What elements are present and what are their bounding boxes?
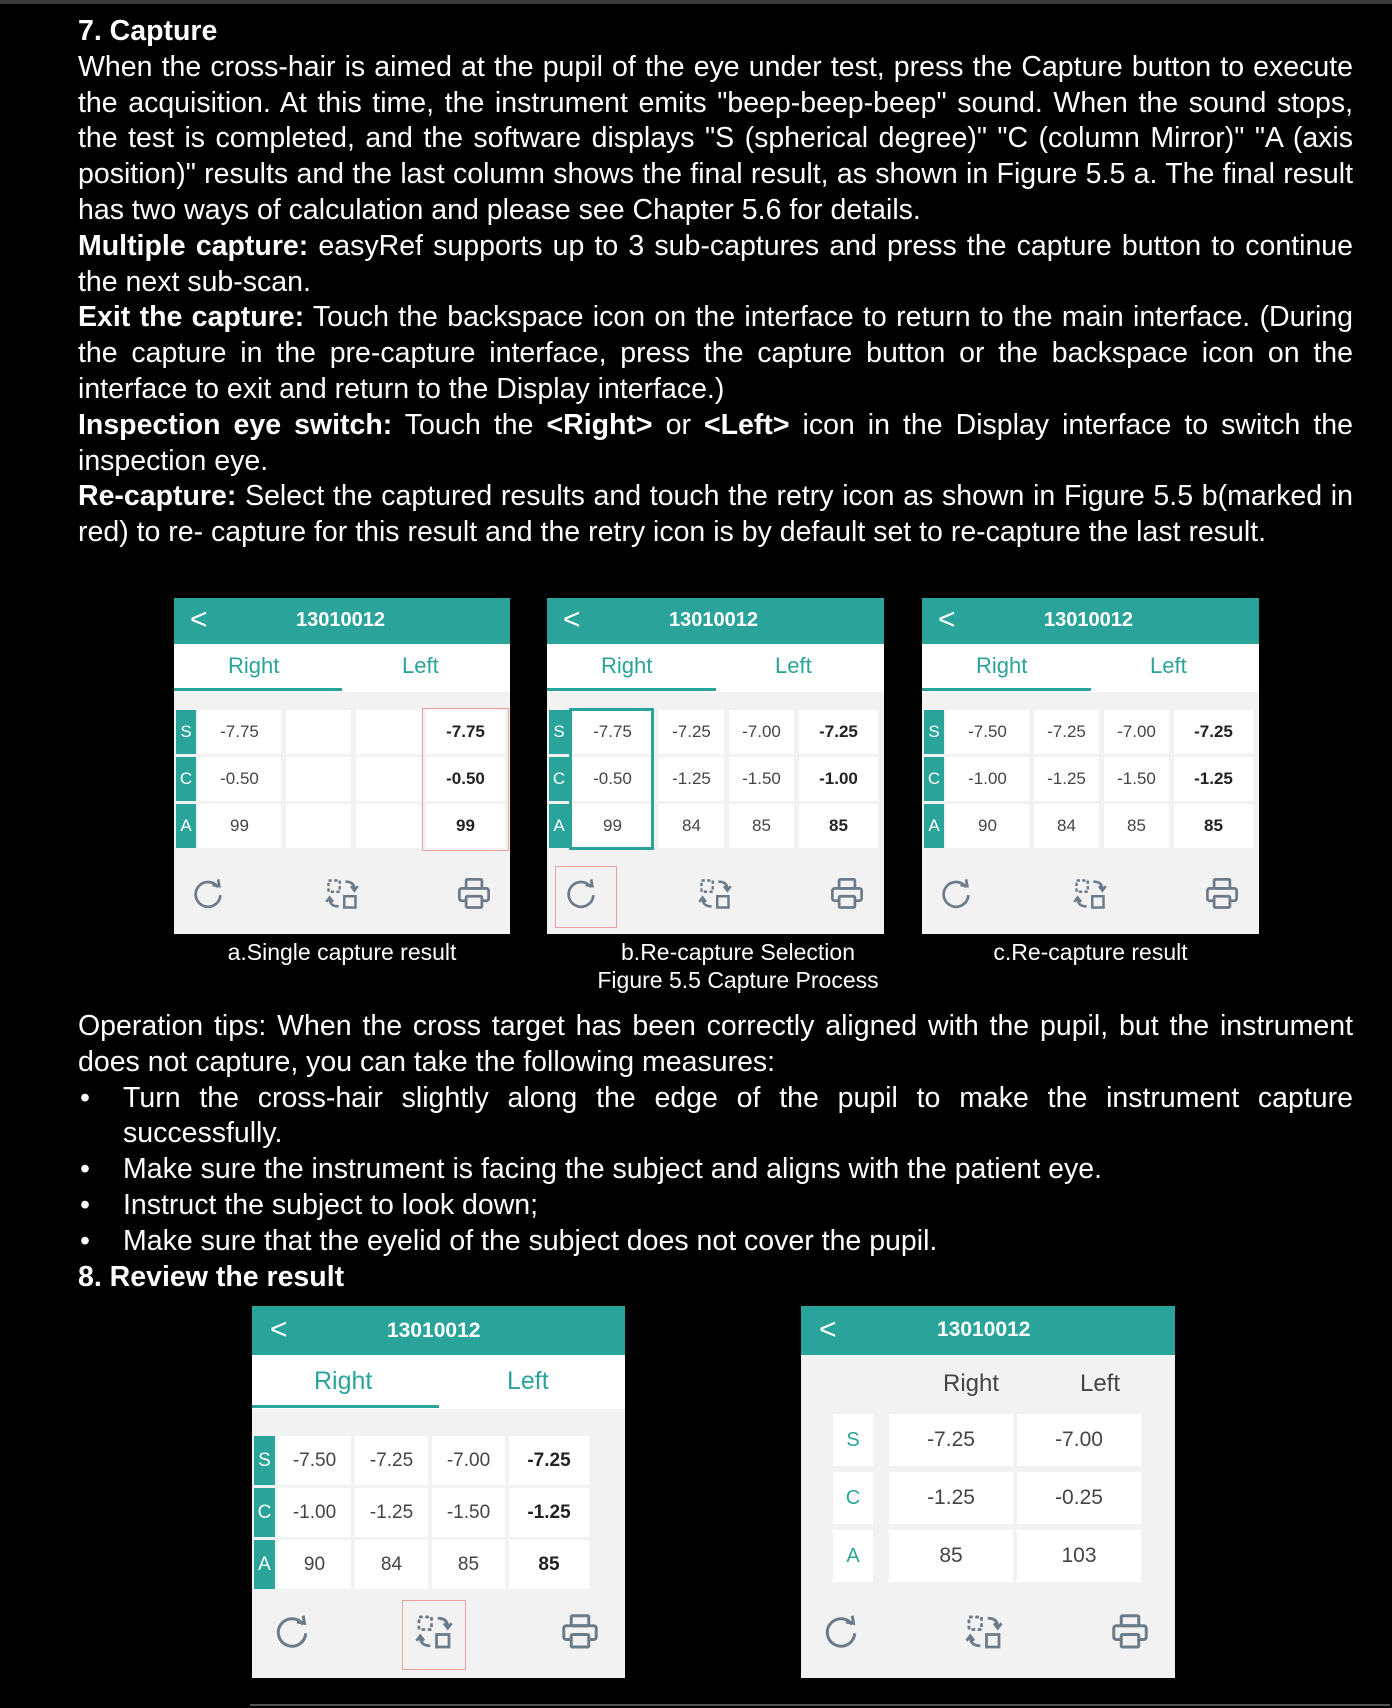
value-cell[interactable]: -1.50 (1104, 757, 1169, 801)
eye-switch-text-a: Touch the (392, 408, 547, 441)
eye-switch-text-b: icon in the Display interface to switch the inspection eye. (78, 408, 1353, 477)
row-label: C (833, 1472, 873, 1524)
switch-icon[interactable] (324, 876, 360, 912)
section-heading-capture: 7. Capture (78, 15, 218, 47)
eye-switch-right: <Right> (546, 408, 653, 441)
exit-capture-text: Touch the backspace icon on the interface to return to the main interface. (During the capture in the pre-capture interface, press the capture button or the backspace icon on the interface to exit and return to the Display interface.) (78, 301, 1353, 405)
bullet-icon: • (80, 1081, 90, 1114)
final-result-cell[interactable]: -7.75 (426, 710, 505, 754)
eye-tabs (547, 644, 884, 692)
switch-icon[interactable] (697, 876, 733, 912)
final-result-cell[interactable]: -1.25 (509, 1488, 589, 1537)
eye-tabs (252, 1355, 625, 1409)
value-cell[interactable]: -1.25 (355, 1488, 428, 1537)
retry-icon[interactable] (938, 876, 974, 912)
title-bar (547, 598, 884, 644)
row-label: C (254, 1488, 275, 1537)
row-label: A (254, 1540, 275, 1589)
final-result-cell[interactable]: -7.25 (509, 1436, 589, 1485)
print-icon[interactable] (1110, 1612, 1150, 1652)
tab-right[interactable]: Right (601, 653, 653, 678)
value-cell[interactable]: 85 (432, 1540, 505, 1589)
serial-number: 13010012 (937, 1318, 1031, 1341)
tip-item (80, 1224, 1353, 1260)
recapture-label: Re-capture: (78, 480, 237, 513)
retry-marker (555, 866, 617, 928)
tip-text: Make sure that the eyelid of the subject does not cover the pupil. (123, 1224, 938, 1257)
value-cell[interactable]: 84 (659, 804, 724, 848)
value-cell[interactable] (356, 757, 421, 801)
serial-number: 13010012 (669, 609, 758, 631)
bullet-icon: • (80, 1224, 90, 1257)
value-cell[interactable]: -7.50 (278, 1436, 351, 1485)
overview-value-cell[interactable]: -0.25 (1017, 1472, 1141, 1524)
bottom-rule (250, 1704, 1390, 1706)
value-cell[interactable]: 85 (1104, 804, 1169, 848)
tab-left[interactable]: Left (1150, 653, 1187, 678)
value-cell[interactable]: 90 (946, 804, 1029, 848)
tip-item (80, 1188, 1353, 1224)
eye-tabs (922, 644, 1259, 692)
value-cell[interactable]: -7.00 (432, 1436, 505, 1485)
value-cell[interactable]: -1.50 (432, 1488, 505, 1537)
row-label: A (549, 804, 569, 848)
print-icon[interactable] (829, 876, 865, 912)
tab-left[interactable]: Left (775, 653, 812, 678)
final-result-cell[interactable]: -1.25 (1174, 757, 1253, 801)
final-result-cell[interactable]: -1.00 (799, 757, 878, 801)
eye-tabs (174, 644, 510, 692)
recapture-paragraph (78, 479, 1353, 551)
row-label: A (176, 804, 196, 848)
tip-item (80, 1152, 1353, 1188)
final-column-marker (422, 708, 509, 851)
retry-icon[interactable] (272, 1612, 312, 1652)
title-bar (174, 598, 510, 644)
row-label: S (549, 710, 569, 754)
value-cell[interactable] (286, 757, 351, 801)
overview-screen (801, 1306, 1175, 1678)
value-cell[interactable]: -7.75 (571, 710, 654, 754)
value-cell[interactable]: -1.25 (659, 757, 724, 801)
active-tab-underline (922, 688, 1091, 691)
value-cell[interactable]: -1.25 (1034, 757, 1099, 801)
tips-block (78, 1009, 1353, 1295)
row-label: S (176, 710, 196, 754)
multiple-capture-label: Multiple capture: (78, 229, 309, 262)
value-cell[interactable]: -1.50 (729, 757, 794, 801)
row-label: S (254, 1436, 275, 1485)
multiple-capture-text: easyRef supports up to 3 sub-captures and press the capture button to continue the next sub-scan. (78, 229, 1353, 298)
retry-icon[interactable] (821, 1612, 861, 1652)
value-cell[interactable]: -7.25 (659, 710, 724, 754)
final-result-cell[interactable]: 99 (426, 804, 505, 848)
back-icon[interactable]: < (563, 603, 581, 636)
title-bar (801, 1306, 1175, 1355)
column-header-left: Left (1079, 1370, 1121, 1397)
figure-5-5-b-screen (547, 598, 884, 934)
eye-switch-label: Inspection eye switch: (78, 408, 393, 441)
tip-text: Turn the cross-hair slightly along the edge of the pupil to make the instrument capture successfully. (123, 1081, 1353, 1150)
figure-5-5-title: Figure 5.5 Capture Process (597, 967, 879, 993)
tab-left[interactable]: Left (402, 653, 439, 678)
value-cell[interactable]: -1.00 (946, 757, 1029, 801)
recapture-text: Select the captured results and touch the retry icon as shown in Figure 5.5 b(marked in red) to re- capture for this result and the retry icon is by default set to re-capture the last result. (78, 480, 1353, 549)
value-cell[interactable]: 99 (571, 804, 654, 848)
serial-number: 13010012 (387, 1318, 481, 1342)
caption-b: b.Re-capture Selection (621, 939, 855, 965)
back-icon[interactable]: < (938, 603, 956, 636)
figure-5-5-c-screen (922, 598, 1259, 934)
multiple-capture-paragraph (78, 229, 1353, 301)
value-cell[interactable] (286, 710, 351, 754)
bullet-icon: • (80, 1188, 90, 1221)
final-result-cell[interactable]: -7.25 (799, 710, 878, 754)
back-icon[interactable]: < (819, 1313, 837, 1346)
value-cell[interactable]: -7.75 (198, 710, 281, 754)
overview-value-cell[interactable]: 85 (889, 1530, 1013, 1582)
tab-right[interactable]: Right (314, 1367, 373, 1395)
tips-list (78, 1081, 1353, 1260)
top-border (0, 0, 1392, 4)
final-result-cell[interactable]: 85 (1174, 804, 1253, 848)
serial-number: 13010012 (296, 609, 385, 631)
tip-text: Instruct the subject to look down; (123, 1188, 539, 1221)
switch-marker (402, 1600, 466, 1670)
active-tab-underline (547, 688, 716, 691)
final-result-cell[interactable]: -7.25 (1174, 710, 1253, 754)
row-label: A (833, 1530, 873, 1582)
value-cell[interactable] (356, 710, 421, 754)
active-tab-underline (252, 1405, 439, 1408)
column-header-right: Right (942, 1370, 1000, 1397)
tab-right[interactable]: Right (976, 653, 1028, 678)
row-label: S (833, 1414, 873, 1466)
value-cell[interactable]: 84 (1034, 804, 1099, 848)
overview-value-cell[interactable]: -1.25 (889, 1472, 1013, 1524)
active-tab-underline (174, 688, 342, 691)
value-cell[interactable]: -0.50 (571, 757, 654, 801)
eye-switch-left: <Left> (703, 408, 790, 441)
value-cell[interactable]: -1.00 (278, 1488, 351, 1537)
title-bar (922, 598, 1259, 644)
serial-number: 13010012 (1044, 609, 1133, 631)
value-cell[interactable]: 85 (729, 804, 794, 848)
value-cell[interactable]: -7.25 (355, 1436, 428, 1485)
value-cell[interactable]: 99 (198, 804, 281, 848)
overview-value-cell[interactable]: -7.25 (889, 1414, 1013, 1466)
document-body (78, 14, 1353, 551)
row-label: C (176, 757, 196, 801)
print-icon[interactable] (560, 1612, 600, 1652)
eye-switch-paragraph (78, 408, 1353, 480)
switch-icon[interactable] (1072, 876, 1108, 912)
value-cell[interactable]: -0.50 (198, 757, 281, 801)
row-label: C (549, 757, 569, 801)
row-label: S (924, 710, 944, 754)
overview-value-cell[interactable]: -7.00 (1017, 1414, 1141, 1466)
figure-5-5-a-screen (174, 598, 510, 934)
print-icon[interactable] (1204, 876, 1240, 912)
print-icon[interactable] (456, 876, 492, 912)
value-cell[interactable]: -7.00 (729, 710, 794, 754)
tips-intro: Operation tips: When the cross target has been correctly aligned with the pupil, but the instrument does not capture, you can take the following measures: (78, 1010, 1353, 1078)
caption-a: a.Single capture result (227, 939, 457, 965)
overview-value-cell[interactable]: 103 (1017, 1530, 1141, 1582)
row-label: C (924, 757, 944, 801)
bullet-icon: • (80, 1153, 90, 1186)
tip-text: Make sure the instrument is facing the subject and aligns with the patient eye. (123, 1153, 1103, 1186)
row-label: A (924, 804, 944, 848)
value-cell[interactable] (286, 804, 351, 848)
back-icon[interactable]: < (190, 603, 208, 636)
final-result-cell[interactable]: -0.50 (426, 757, 505, 801)
value-cell[interactable]: -7.00 (1104, 710, 1169, 754)
tab-right[interactable]: Right (228, 653, 280, 678)
detailed-view-screen (252, 1306, 625, 1678)
title-bar (252, 1306, 625, 1355)
value-cell[interactable]: 84 (355, 1540, 428, 1589)
switch-icon[interactable] (964, 1612, 1004, 1652)
eye-switch-or: or (652, 408, 704, 441)
section-heading-review: 8. Review the result (78, 1260, 345, 1293)
tip-item (80, 1081, 1353, 1153)
selected-column-highlight (569, 708, 654, 850)
retry-icon[interactable] (190, 876, 226, 912)
back-icon[interactable]: < (270, 1312, 288, 1346)
capture-intro-paragraph: When the cross-hair is aimed at the pupil of the eye under test, press the Capture button to execute the acquisition. At this time, the instrument emits "beep-beep-beep" sound. When the sound stops, the test is completed, and the software displays "S (spherical degree)" "C (column Mirror)" "A (axis position)" results and the last column shows the final result, as shown in Figure 5.5 a. The final result has two ways of calculation and please see Chapter 5.6 for details. (78, 50, 1353, 226)
value-cell[interactable]: -7.25 (1034, 710, 1099, 754)
exit-capture-label: Exit the capture: (78, 301, 305, 334)
final-result-cell[interactable]: 85 (799, 804, 878, 848)
final-result-cell[interactable]: 85 (509, 1540, 589, 1589)
value-cell[interactable]: -7.50 (946, 710, 1029, 754)
value-cell[interactable]: 90 (278, 1540, 351, 1589)
tab-left[interactable]: Left (507, 1367, 549, 1395)
exit-capture-paragraph (78, 300, 1353, 407)
value-cell[interactable] (356, 804, 421, 848)
caption-c: c.Re-capture result (993, 939, 1188, 965)
